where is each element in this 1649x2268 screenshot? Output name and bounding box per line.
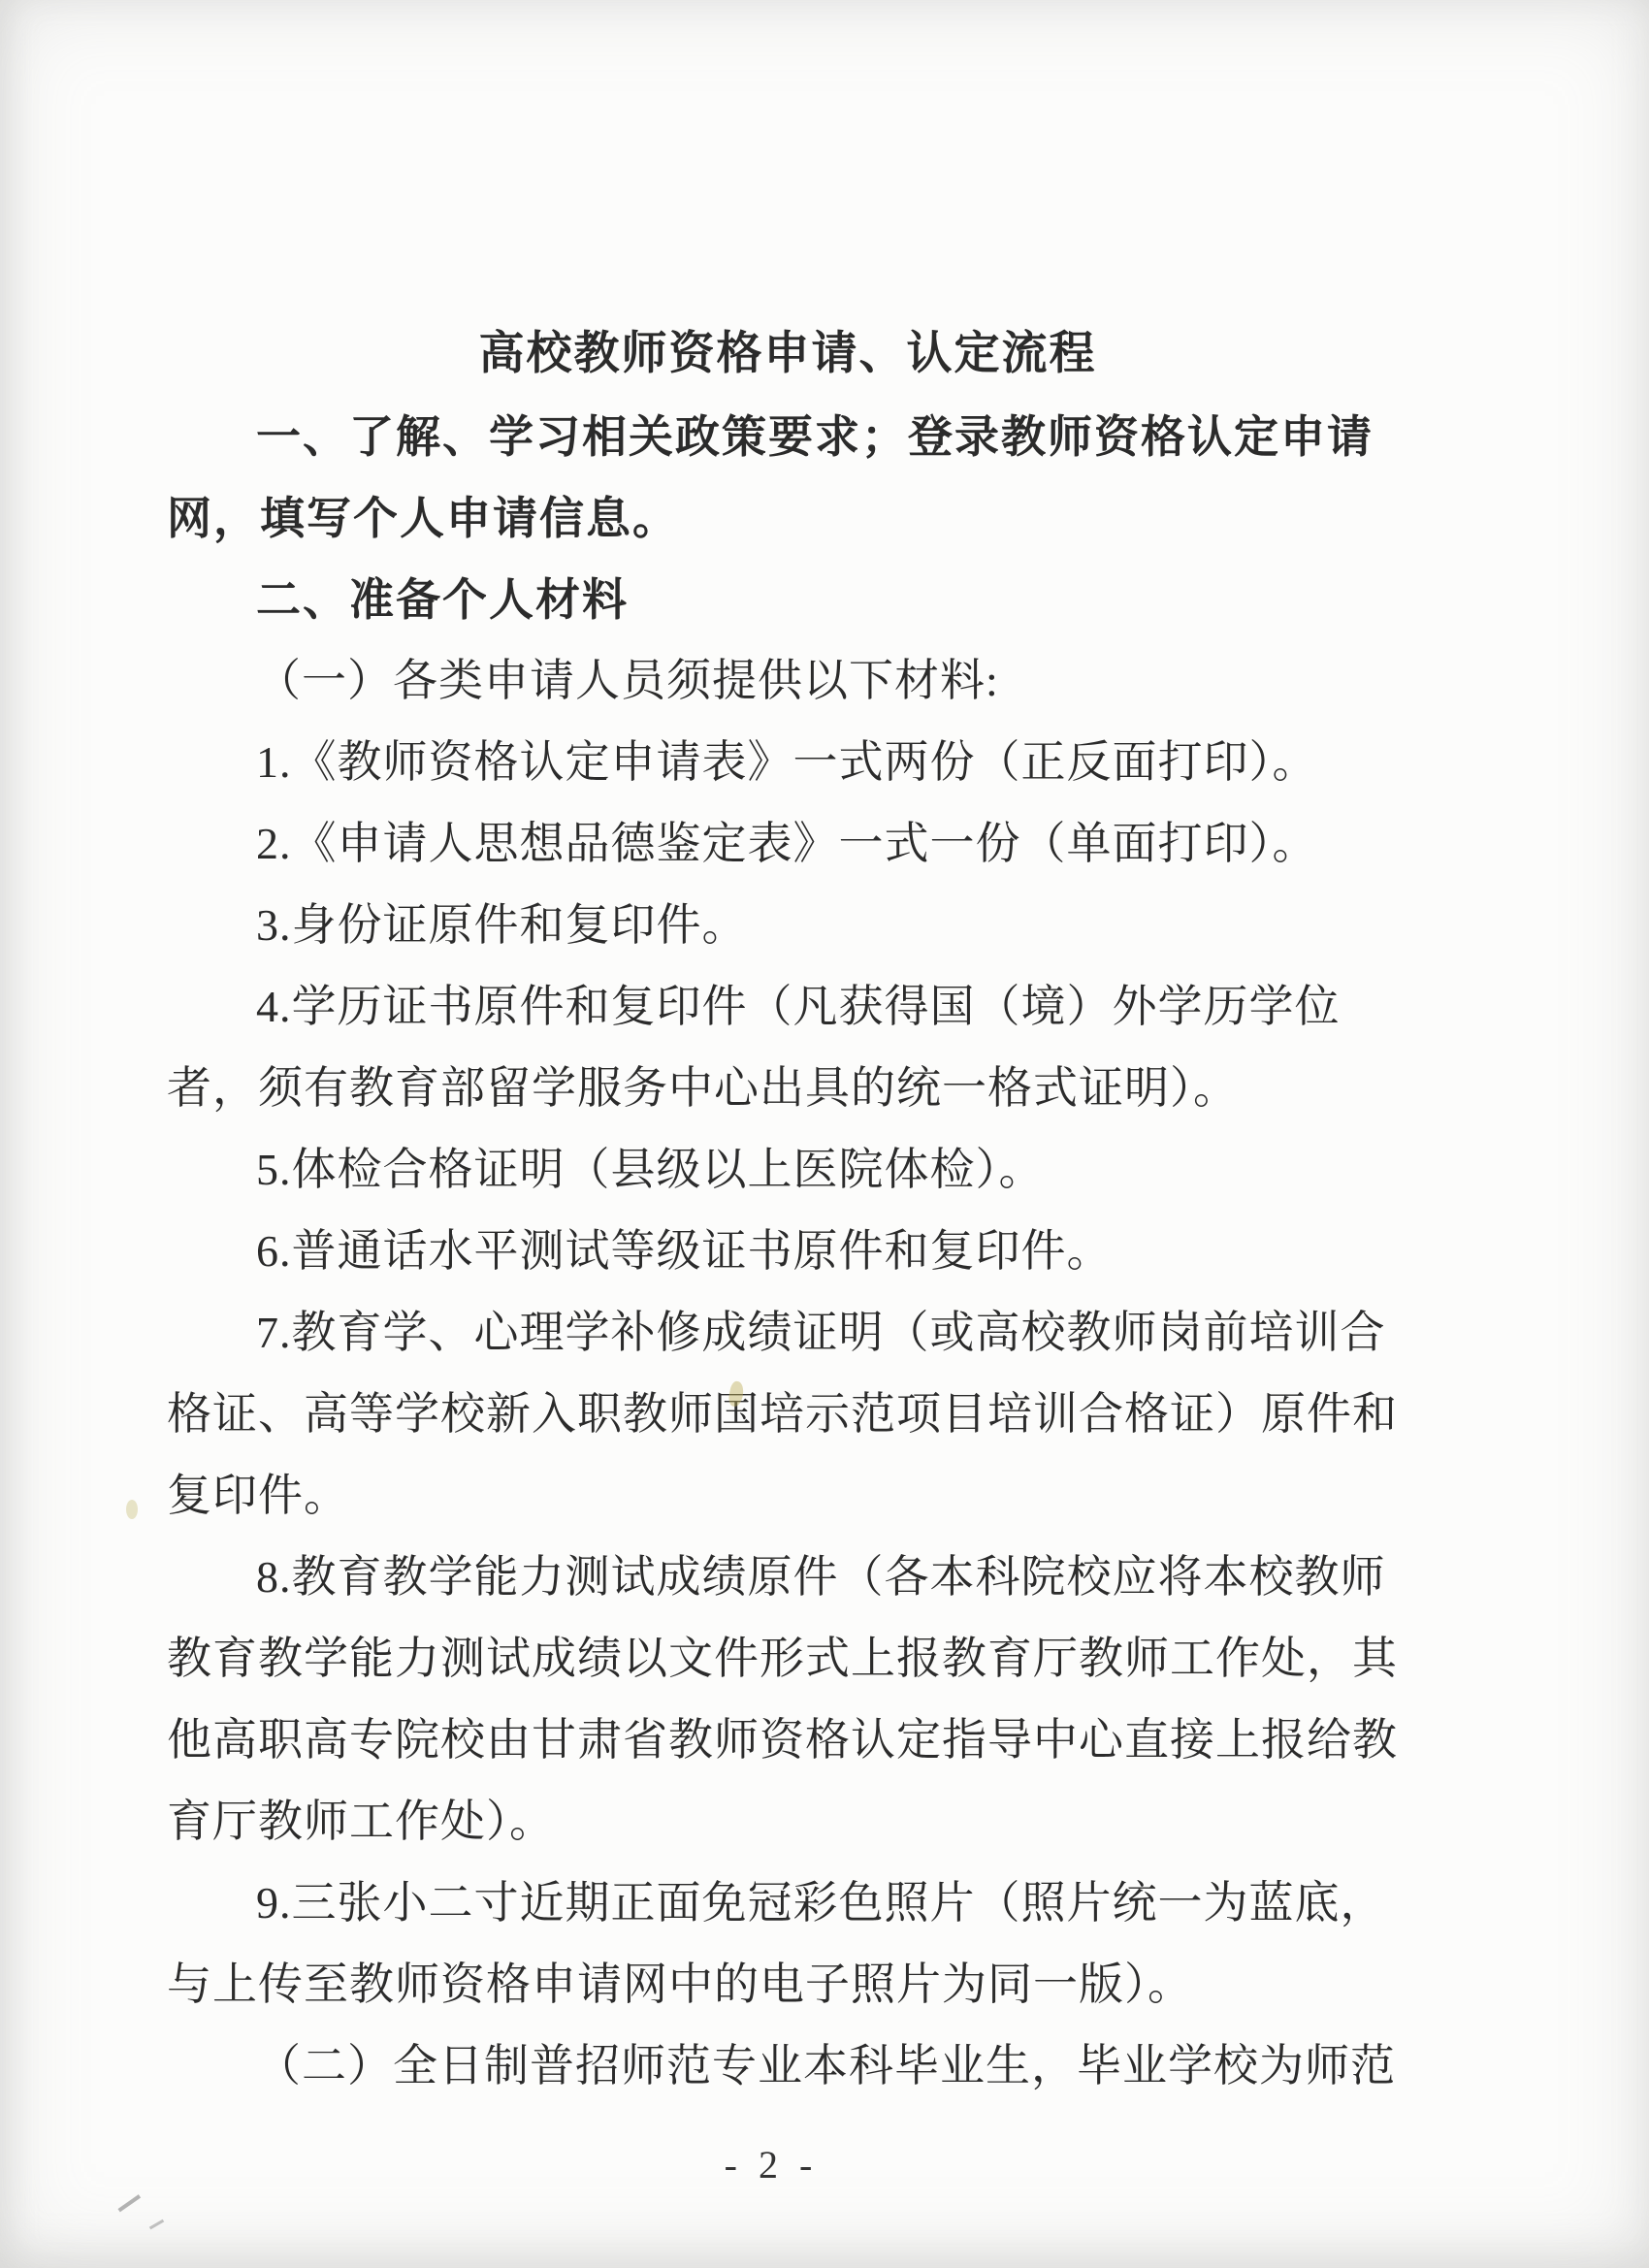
scan-artifact <box>113 2188 141 2213</box>
list-item-1: 1.《教师资格认定申请表》一式两份（正反面打印）。 <box>256 737 1318 787</box>
document-body <box>167 310 1408 2107</box>
paragraph-section-2: 二、准备个人材料 <box>256 574 629 625</box>
list-item-5: 5.体检合格证明（县级以上医院体检）。 <box>256 1145 1045 1194</box>
scan-artifact <box>146 2215 164 2230</box>
page-title: 高校教师资格申请、认定流程 <box>478 327 1097 378</box>
paragraph-section-1: 一、了解、学习相关政策要求；登录教师资格认定申请网，填写个人申请信息。 <box>167 411 1374 543</box>
list-item-3: 3.身份证原件和复印件。 <box>256 900 748 950</box>
list-item-9: 9.三张小二寸近期正面免冠彩色照片（照片统一为蓝底，与上传至教师资格申请网中的电子照片为同一版）。 <box>167 1878 1386 2009</box>
scan-artifact <box>126 1500 138 1519</box>
list-item-2: 2.《申请人思想品德鉴定表》一式一份（单面打印）。 <box>256 819 1318 868</box>
list-item-6: 6.普通话水平测试等级证书原件和复印件。 <box>256 1226 1113 1276</box>
list-item-4: 4.学历证书原件和复印件（凡获得国（境）外学历学位者，须有教育部留学服务中心出具的统一格式证明）。 <box>167 982 1341 1113</box>
list-item-8: 8.教育教学能力测试成绩原件（各本科院校应将本校教师教育教学能力测试成绩以文件形式上报教育厅教师工作处，其他高职高专院校由甘肃省教师资格认定指导中心直接上报给教育厅教师工作处）。 <box>167 1552 1398 1846</box>
paragraph-subsection-2: （二）全日制普招师范专业本科毕业生，毕业学校为师范 <box>256 2041 1396 2090</box>
list-item-7: 7.教育学、心理学补修成绩证明（或高校教师岗前培训合格证、高等学校新入职教师国培示范项目培训合格证）原件和复印件。 <box>167 1308 1398 1520</box>
paragraph-subsection-1: （一）各类申请人员须提供以下材料: <box>256 656 999 705</box>
page-number: - 2 - <box>724 2143 819 2187</box>
